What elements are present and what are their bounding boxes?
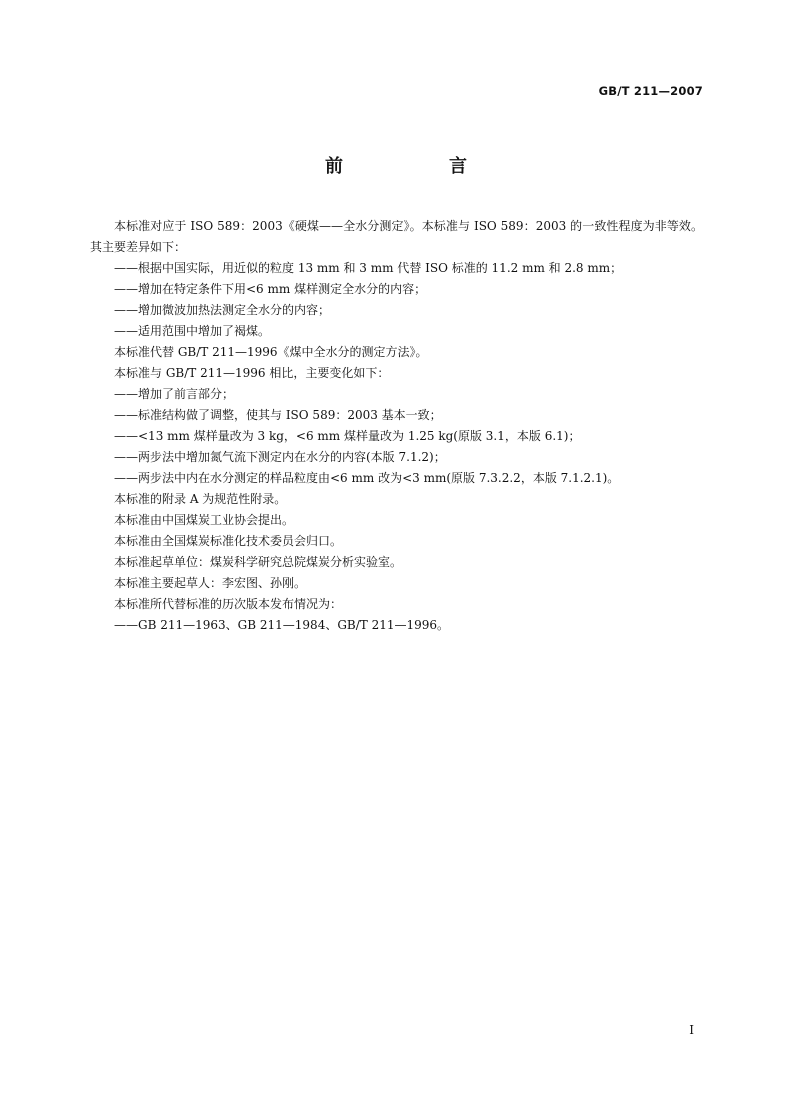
replacement-statement: 本标准代替 GB/T 211—1996《煤中全水分的测定方法》。 <box>114 345 428 359</box>
drafters-statement: 本标准主要起草人：李宏图、孙刚。 <box>114 576 307 590</box>
change-item: ——两步法中内在水分测定的样品粒度由<6 mm 改为<3 mm(原版 7.3.2.2，本版 7.1.2.1)。 <box>114 471 620 485</box>
difference-item: ——增加微波加热法测定全水分的内容； <box>114 303 331 317</box>
change-item: ——两步法中增加氮气流下测定内在水分的内容(本版 7.1.2)； <box>114 450 446 464</box>
foreword-body <box>90 216 703 636</box>
intro-paragraph: 本标准对应于 ISO 589：2003《硬煤——全水分测定》。本标准与 ISO 589：2003 的一致性程度为非等效。其主要差异如下： <box>90 219 703 254</box>
changes-intro: 本标准与 GB/T 211—1996 相比，主要变化如下： <box>114 366 390 380</box>
drafting-unit-statement: 本标准起草单位：煤炭科学研究总院煤炭分析实验室。 <box>114 555 403 569</box>
page-number: I <box>689 1023 694 1037</box>
proposer-statement: 本标准由中国煤炭工业协会提出。 <box>114 513 295 527</box>
difference-item: ——根据中国实际，用近似的粒度 13 mm 和 3 mm 代替 ISO 标准的 11.2 mm 和 2.8 mm； <box>114 261 623 275</box>
change-item: ——标准结构做了调整，使其与 ISO 589：2003 基本一致； <box>114 408 442 422</box>
standard-number: GB/T 211—2007 <box>598 84 703 98</box>
difference-item: ——适用范围中增加了褐煤。 <box>114 324 271 338</box>
page-title: 前 言 <box>325 156 511 177</box>
change-item: ——增加了前言部分； <box>114 387 235 401</box>
change-item: ——<13 mm 煤样量改为 3 kg，<6 mm 煤样量改为 1.25 kg(原版 3.1，本版 6.1)； <box>114 429 581 443</box>
history-intro: 本标准所代替标准的历次版本发布情况为： <box>114 597 343 611</box>
history-item: ——GB 211—1963、GB 211—1984、GB/T 211—1996。 <box>114 618 450 632</box>
committee-statement: 本标准由全国煤炭标准化技术委员会归口。 <box>114 534 343 548</box>
difference-item: ——增加在特定条件下用<6 mm 煤样测定全水分的内容； <box>114 282 427 296</box>
annex-statement: 本标准的附录 A 为规范性附录。 <box>114 492 287 506</box>
